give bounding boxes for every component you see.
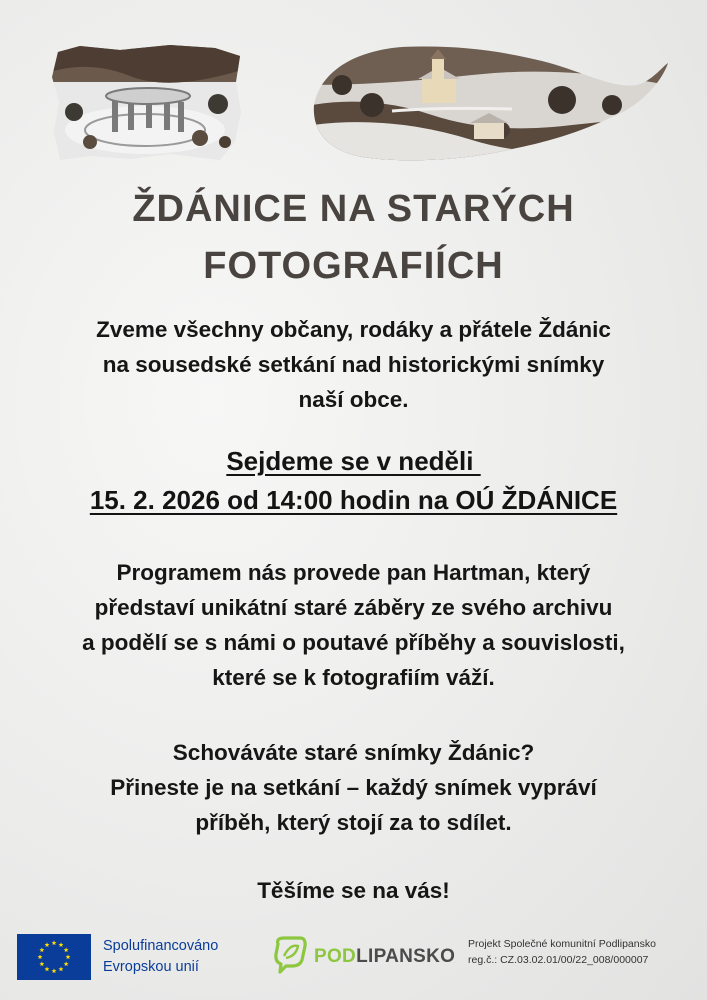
eu-text-line: Evropskou unií (103, 959, 199, 975)
eu-star-icon (59, 967, 64, 972)
eu-star-icon (66, 954, 71, 959)
program-line: které se k fotografiím váží. (212, 665, 495, 690)
title-line-2: FOTOGRAFIÍCH (203, 245, 504, 287)
program-line: Programem nás provede pan Hartman, který (116, 560, 591, 585)
eu-star-icon (52, 968, 57, 973)
eu-star-icon (59, 942, 64, 947)
project-info-text (468, 936, 656, 968)
program-line: a podělí se s námi o poutavé příběhy a souvislosti, (82, 630, 625, 655)
meeting-date-place: 15. 2. 2026 od 14:00 hodin na OÚ ŽDÁNICE (89, 485, 618, 515)
eu-star-icon (39, 947, 44, 952)
intro-paragraph (0, 312, 707, 417)
intro-line: na sousedské setkání nad historickými snímky (102, 352, 605, 377)
title-line-1: ŽDÁNICE NA STARÝCH (132, 188, 575, 230)
eu-star-icon (52, 940, 57, 945)
bring-photos-paragraph (0, 735, 707, 840)
project-info (468, 930, 700, 982)
eu-star-icon (39, 961, 44, 966)
bring-line: Schováváte staré snímky Ždánic? (172, 740, 535, 765)
intro-line: naší obce. (298, 387, 409, 412)
eu-star-icon (45, 942, 50, 947)
meeting-day: Sejdeme se v neděli (226, 446, 481, 476)
podlipansko-wordmark (314, 946, 455, 968)
bring-line: příběh, který stojí za to sdílet. (195, 810, 512, 835)
eu-star-icon (64, 947, 69, 952)
brand-part-lipansko: LIPANSKO (356, 946, 456, 967)
intro-line: Zveme všechny občany, rodáky a přátele Ždánic (96, 317, 611, 342)
eu-cofinancing (17, 930, 257, 982)
program-line: představí unikátní staré záběry ze svého archivu (94, 595, 613, 620)
brand-part-pod: POD (314, 946, 357, 967)
photo-village-aerial (312, 45, 668, 163)
eu-star-icon (45, 967, 50, 972)
project-reg: reg.č.: CZ.03.02.01/00/22_008/000007 (468, 954, 649, 966)
eu-text-line: Spolufinancováno (103, 938, 219, 954)
bring-line: Přineste je na setkání – každý snímek vypráví (110, 775, 597, 800)
eu-star-icon (38, 954, 43, 959)
photo-gazebo-winter (50, 42, 242, 162)
podlipansko-brand (268, 930, 458, 982)
project-name: Projekt Společné komunitní Podlipansko (468, 938, 656, 950)
program-paragraph (0, 555, 707, 695)
eu-cofinancing-text (103, 936, 218, 978)
eu-star-icon (64, 961, 69, 966)
eu-flag-icon (17, 934, 91, 980)
closing-line: Těšíme se na vás! (257, 878, 450, 903)
podlipansko-logo-icon (272, 934, 308, 974)
